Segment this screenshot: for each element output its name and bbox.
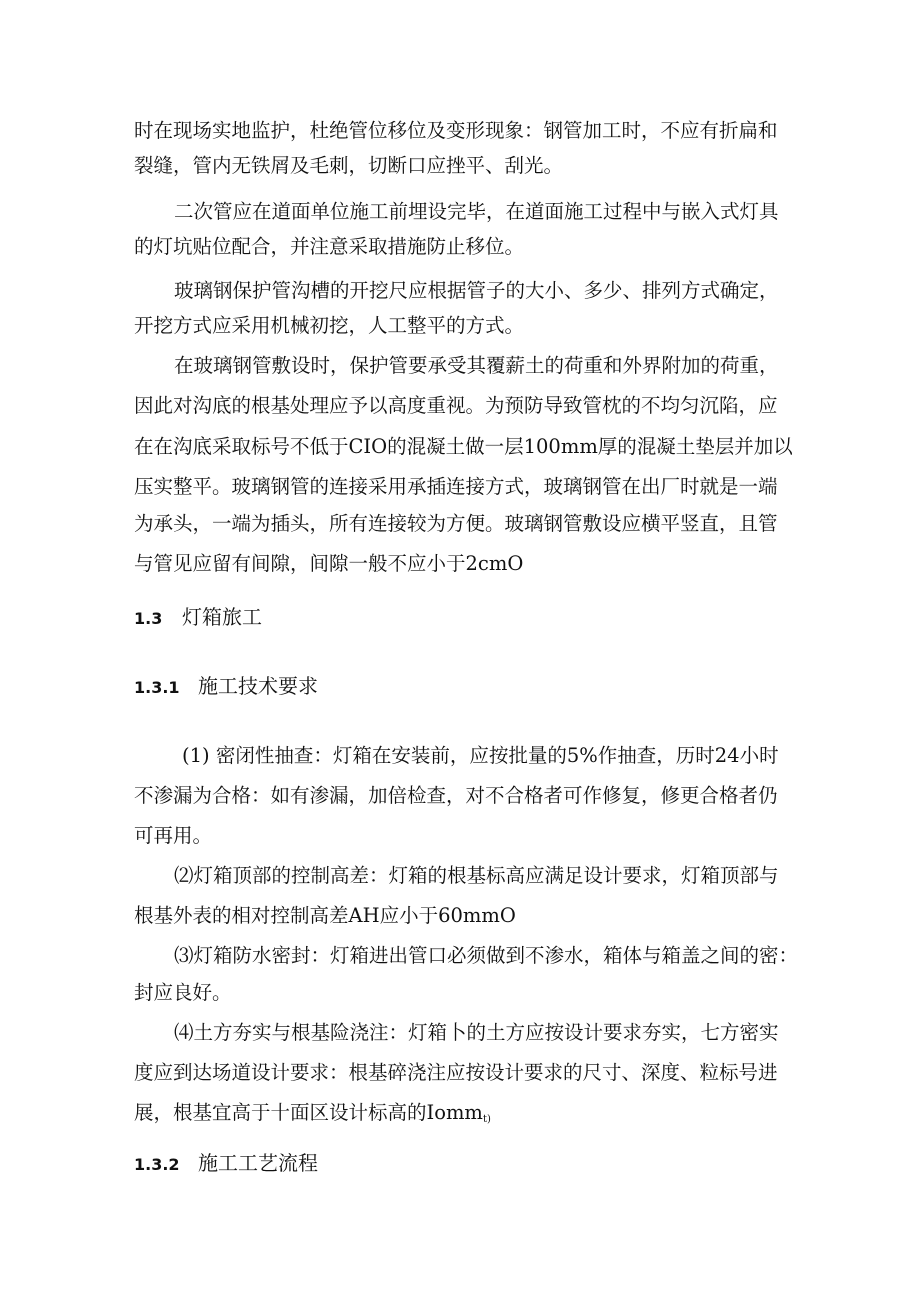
paragraph-line: 在玻璃钢管敷设时，保护管要承受其覆薪土的荷重和外界附加的荷重， xyxy=(174,354,779,377)
list-item-line: ⑵灯箱顶部的控制高差：灯箱的根基标高应满足设计要求，灯箱顶部与 xyxy=(174,864,779,887)
section-title: 灯箱旅工 xyxy=(182,605,262,629)
list-item-line: (1) 密闭性抽查：灯箱在安装前，应按批量的5%作抽查，历时24小时 xyxy=(182,744,779,767)
list-item-line: 可再用。 xyxy=(134,824,213,847)
paragraph-line: 为承头，一端为插头，所有连接较为方便。玻璃钢管敷设应横平竖直，且管 xyxy=(134,512,778,535)
section-heading-1-3-2 xyxy=(134,1149,318,1179)
paragraph-line: 二次管应在道面单位施工前埋设完毕，在道面施工过程中与嵌入式灯具 xyxy=(174,200,779,223)
list-item-line: 度应到达场道设计要求：根基碎浇注应按设计要求的尺寸、深度、粒标号进 xyxy=(134,1061,778,1084)
paragraph-line: 因此对沟底的根基处理应予以高度重视。为预防导致管枕的不均匀沉陷，应 xyxy=(134,394,778,417)
list-item-line xyxy=(134,1100,491,1133)
section-number: 1.3 xyxy=(134,609,163,628)
paragraph-line: 时在现场实地监护，杜绝管位移位及变形现象：钢管加工时，不应有折扁和 xyxy=(134,119,778,142)
subscript-mark: t) xyxy=(482,1114,491,1125)
paragraph-line: 裂缝，管内无铁屑及毛刺，切断口应挫平、刮光。 xyxy=(134,154,564,177)
section-title: 施工技术要求 xyxy=(198,674,318,698)
paragraph-line: 开挖方式应采用机械初挖，人工整平的方式。 xyxy=(134,314,525,337)
list-item-line: 不渗漏为合格：如有渗漏，加倍检查，对不合格者可作修复，修更合格者仍 xyxy=(134,784,778,807)
paragraph-line: 压实整平。玻璃钢管的连接采用承插连接方式，玻璃钢管在出厂时就是一端 xyxy=(134,475,778,498)
paragraph-line: 的灯坑贴位配合，并注意采取措施防止移位。 xyxy=(134,235,525,258)
paragraph-line: 玻璃钢保护管沟槽的开挖尺应根据管子的大小、多少、排列方式确定， xyxy=(174,279,779,302)
list-item-line: ⑷土方夯实与根基险浇注：灯箱卜的土方应按设计要求夯实，七方密实 xyxy=(174,1021,779,1044)
paragraph-line: 与管见应留有间隙，间隙一般不应小于2cmO xyxy=(134,552,524,575)
section-number: 1.3.1 xyxy=(134,678,180,697)
list-item-line: 封应良好。 xyxy=(134,981,232,1004)
section-title: 施工工艺流程 xyxy=(198,1151,318,1175)
section-heading-1-3-1 xyxy=(134,672,318,702)
list-item-line: ⑶灯箱防水密封：灯箱进出管口必须做到不渗水，箱体与箱盖之间的密： xyxy=(174,944,799,967)
list-item-text: 展，根基宜高于十面区设计标高的Iomm xyxy=(134,1101,483,1124)
section-number: 1.3.2 xyxy=(134,1155,180,1174)
paragraph-line: 在在沟底采取标号不低于CIO的混凝土做一层100mm厚的混凝土垫层并加以 xyxy=(134,435,793,458)
section-heading-1-3 xyxy=(134,603,262,633)
list-item-line: 根基外表的相对控制高差AH应小于60mmO xyxy=(134,904,516,927)
